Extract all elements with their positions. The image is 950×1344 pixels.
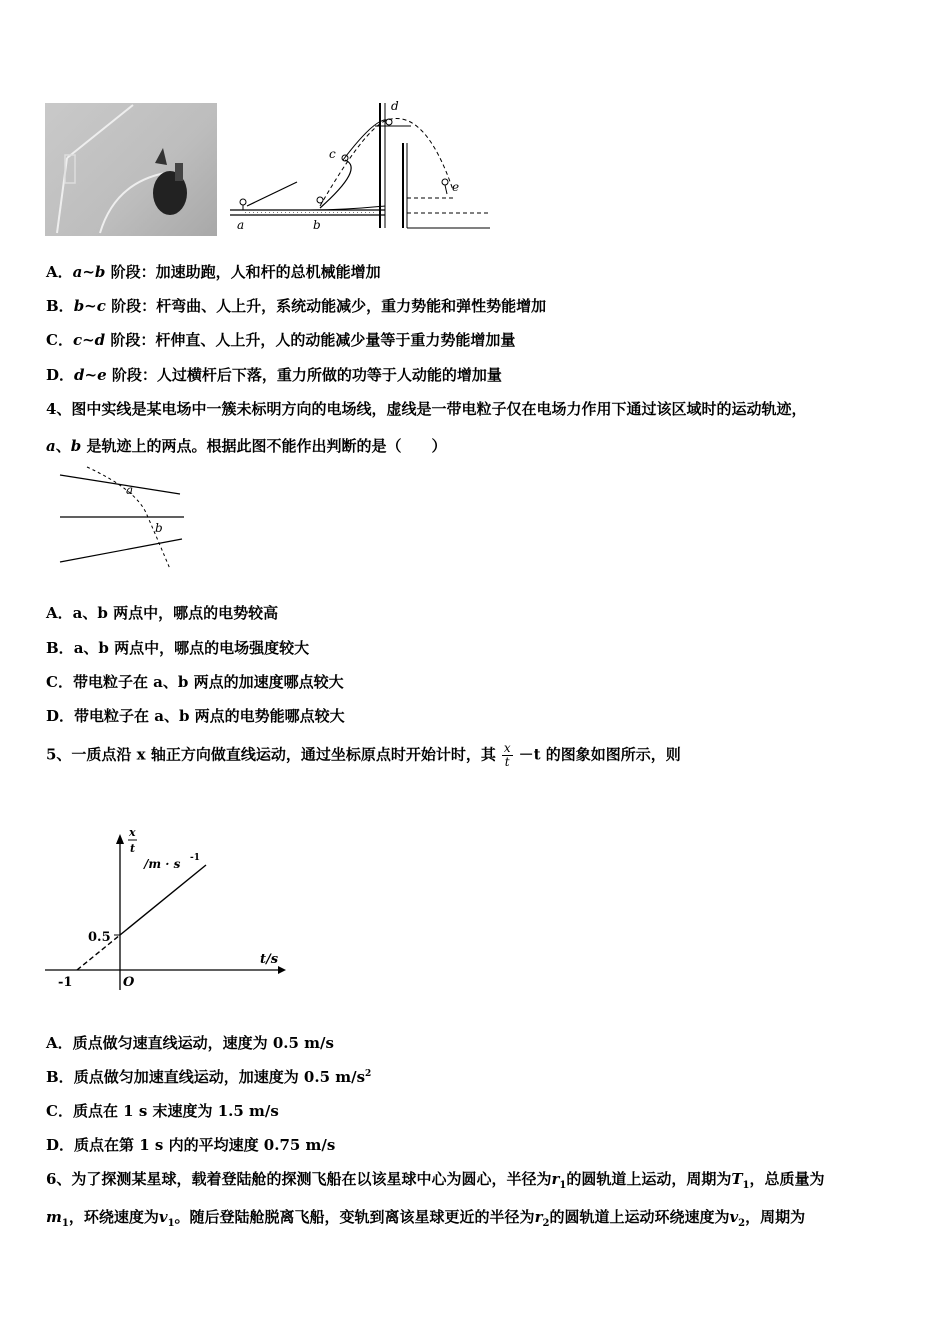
var-v: v: [158, 1208, 168, 1226]
pole-vault-diagram: [225, 98, 495, 238]
option-range: d~e: [74, 366, 107, 384]
stem-text: 是轨迹上的两点。根据此图不能作出判断的是（ ）: [86, 437, 447, 455]
q3-option-d: [46, 364, 502, 385]
q6-stem-line2: [46, 1206, 805, 1229]
stem-text: ，环绕速度为: [68, 1208, 159, 1226]
q6-stem-line1: [46, 1168, 825, 1191]
label-e: e: [452, 180, 460, 194]
subscript: 2: [738, 1218, 746, 1229]
intercept-label: 0.5: [88, 930, 111, 945]
option-text: 阶段：杆弯曲、人上升，系统动能减少，重力势能和弹性势能增加: [111, 297, 547, 315]
q4-stem-line2: [46, 435, 447, 456]
pole-vault-photo-drawing: [45, 103, 217, 236]
option-letter: D．: [46, 366, 75, 384]
q5-option-a: [46, 1032, 334, 1053]
option-letter: C．: [46, 673, 73, 691]
q5-option-d: [46, 1134, 335, 1155]
option-text: 阶段：杆伸直、人上升，人的动能减少量等于重力势能增加量: [110, 331, 516, 349]
stem-text: 6、为了探测某星球，载着登陆舱的探测飞船在以该星球中心为圆心，半径为: [46, 1170, 552, 1188]
option-letter: A．: [46, 604, 73, 622]
label-b: b: [313, 218, 321, 232]
option-letter: A．: [46, 1034, 73, 1052]
stem-text: 5、一质点沿 x 轴正方向做直线运动，通过坐标原点时开始计时，其: [46, 745, 496, 764]
subscript: 1: [167, 1218, 175, 1229]
option-letter: A．: [46, 263, 73, 281]
subscript: 2: [542, 1218, 550, 1229]
q3-option-a: [46, 261, 381, 282]
option-text: 阶段：加速助跑，人和杆的总机械能增加: [110, 263, 381, 281]
var-T: T: [731, 1170, 743, 1188]
option-text: 质点在第 1 s 内的平均速度 0.75 m/s: [74, 1136, 336, 1154]
label-d: d: [391, 99, 399, 113]
fraction-denominator: t: [504, 755, 510, 770]
option-letter: B．: [46, 639, 74, 657]
stem-text: ，总质量为: [749, 1170, 825, 1188]
y-unit: /m · s: [144, 857, 181, 871]
x-over-t-graph: [40, 830, 290, 995]
option-text: 质点在 1 s 末速度为 1.5 m/s: [72, 1102, 279, 1120]
x-axis-arrow-icon: [278, 966, 286, 974]
option-text: 带电粒子在 a、b 两点的电势能哪点较大: [74, 707, 345, 725]
stem-text: 的圆轨道上运动环绕速度为: [549, 1208, 730, 1226]
q5-option-c: [46, 1100, 279, 1121]
y-axis-arrow-icon: [116, 834, 124, 844]
option-text: 阶段：人过横杆后下落，重力所做的功等于人动能的增加量: [111, 366, 502, 384]
option-letter: B．: [46, 297, 74, 315]
option-text: 带电粒子在 a、b 两点的加速度哪点较大: [72, 673, 344, 691]
subscript: 1: [61, 1218, 69, 1229]
q4-option-b: [46, 637, 309, 658]
x-label: t/s: [260, 952, 279, 967]
option-letter: C．: [46, 1102, 73, 1120]
q3-option-c: [46, 329, 515, 350]
var-m: m: [46, 1208, 62, 1226]
electric-field-diagram: [52, 465, 192, 570]
y-label-numerator: x: [129, 830, 136, 839]
stem-text: ，周期为: [745, 1208, 806, 1226]
label-b: b: [155, 521, 163, 535]
label-c: c: [329, 147, 336, 161]
option-letter: B．: [46, 1068, 74, 1086]
label-a: a: [237, 218, 245, 232]
neg-one-label: -1: [58, 975, 73, 990]
option-text: a、b 两点中，哪点的电场强度较大: [73, 639, 310, 657]
q5-option-b: [46, 1066, 371, 1087]
plot-area: [77, 865, 206, 970]
y-label-denominator: t: [130, 842, 136, 855]
option-text: 质点做匀速直线运动，速度为 0.5 m/s: [72, 1034, 334, 1052]
point-b: b: [70, 437, 82, 455]
q5-stem: [46, 742, 681, 769]
var-r: r: [551, 1170, 560, 1188]
option-letter: C．: [46, 331, 73, 349]
separator: 、: [55, 437, 71, 455]
point-a: a: [46, 437, 56, 455]
option-range: a~b: [72, 263, 106, 281]
option-letter: D．: [46, 1136, 75, 1154]
option-range: c~d: [72, 331, 106, 349]
q4-option-c: [46, 671, 344, 692]
field-line-1: [60, 475, 180, 494]
stem-text: －t 的图象如图所示，则: [518, 745, 681, 764]
option-range: b~c: [73, 297, 106, 315]
q3-option-b: [46, 295, 546, 316]
q4-stem-line1: 4、图中实线是某电场中一簇未标明方向的电场线，虚线是一带电粒子仅在电场力作用下通过该区域时的运动轨迹，: [46, 400, 807, 418]
fraction-numerator: x: [503, 741, 511, 755]
origin-label: O: [123, 975, 135, 990]
label-a: a: [126, 483, 134, 497]
stem-text: 的圆轨道上运动，周期为: [566, 1170, 732, 1188]
stem-text: 。随后登陆舱脱离飞船，变轨到离该星球更近的半径为: [174, 1208, 535, 1226]
y-unit-exponent: -1: [190, 853, 200, 863]
option-letter: D．: [46, 707, 75, 725]
subscript: 1: [559, 1180, 567, 1191]
field-line-3: [60, 539, 182, 562]
option-text: 质点做匀加速直线运动，加速度为 0.5 m/s: [73, 1068, 366, 1086]
var-v: v: [729, 1208, 739, 1226]
var-r: r: [534, 1208, 543, 1226]
pole-vault-photo: [45, 103, 217, 236]
subscript: 1: [742, 1180, 750, 1191]
option-superscript: 2: [365, 1069, 372, 1079]
x-over-t-fraction: [502, 742, 513, 769]
option-text: a、b 两点中，哪点的电势较高: [72, 604, 279, 622]
q4-option-a: [46, 602, 278, 623]
q4-option-d: [46, 705, 345, 726]
data-line-segment: [120, 865, 206, 935]
